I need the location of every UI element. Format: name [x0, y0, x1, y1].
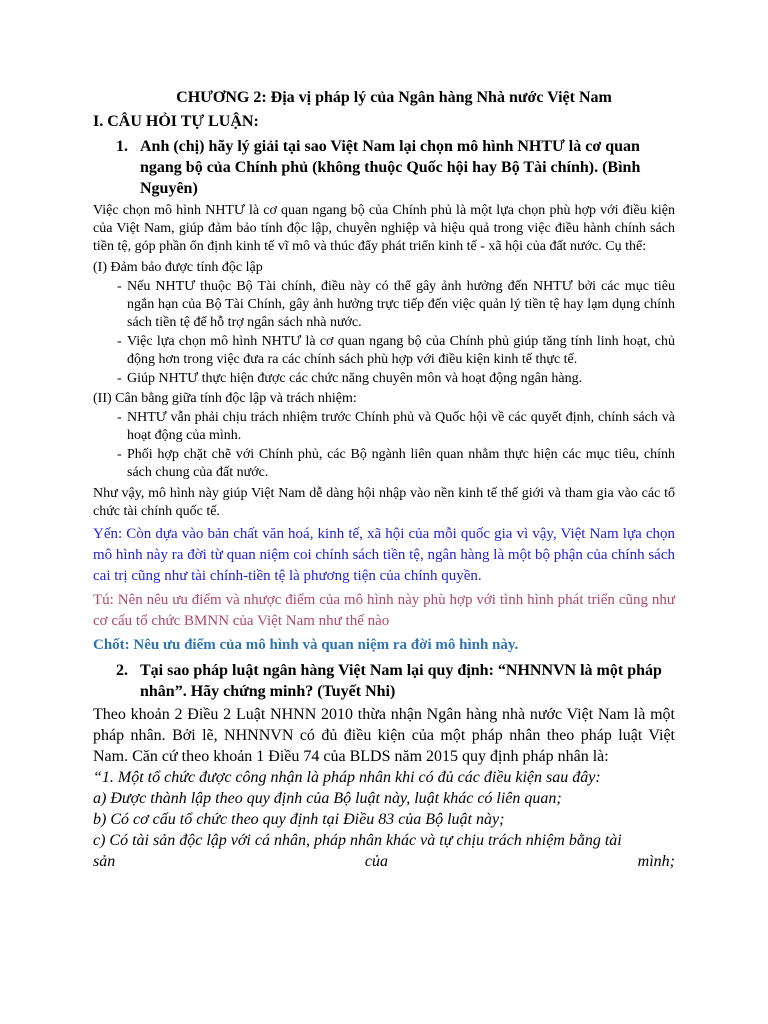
list-item: - NHTƯ vẫn phải chịu trách nhiệm trước Chính phủ và Quốc hội về các quyết định, chính sách và hoạt động của mình.	[117, 410, 675, 443]
quote-word: của	[364, 853, 388, 870]
quote-line: a) Được thành lập theo quy định của Bộ luật này, luật khác có liên quan;	[93, 790, 562, 807]
list-item: - Phối hợp chặt chẽ với Chính phủ, các Bộ ngành liên quan nhằm thực hiện các mục tiêu, chính sách chung của đất nước.	[117, 447, 675, 480]
bullet-text: Phối hợp chặt chẽ với Chính phủ, các Bộ ngành liên quan nhằm thực hiện các mục tiêu, chính sách chung của đất nước.	[127, 447, 675, 480]
quote-line: b) Có cơ cấu tổ chức theo quy định tại Điều 83 của Bộ luật này;	[93, 811, 505, 828]
bullet-text: Giúp NHTƯ thực hiện được các chức năng chuyên môn và hoạt động ngân hàng.	[127, 371, 583, 386]
quote-word: sản	[93, 853, 116, 870]
question-2	[93, 660, 675, 702]
question-2-number: 2.	[116, 662, 128, 679]
list-item: - Giúp NHTƯ thực hiện được các chức năng chuyên môn và hoạt động ngân hàng.	[93, 370, 675, 388]
question-2-text: Tại sao pháp luật ngân hàng Việt Nam lại quy định: “NHNNVN là một pháp nhân”. Hãy chứng minh? (Tuyết Nhi)	[140, 662, 662, 700]
list-item: - Việc lựa chọn mô hình NHTƯ là cơ quan ngang bộ của Chính phủ giúp tăng tính linh hoạt, chủ động hơn trong việc đưa ra các chính sách phù hợp với điều kiện kinh tế thực tế.	[117, 334, 675, 367]
bullet-text: Việc lựa chọn mô hình NHTƯ là cơ quan ngang bộ của Chính phủ giúp tăng tính linh hoạt, chủ động hơn trong việc đưa ra các chính sách phù hợp với điều kiện kinh tế thực tế.	[127, 334, 675, 367]
comment-yen: Yến: Còn dựa vào bản chất văn hoá, kinh tế, xã hội của mỗi quốc gia vì vậy, Việt Nam lựa chọn mô hình này ra đời từ quan niệm coi chính sách tiền tệ, ngân hàng là một bộ phận của chính sách cai trị cũng như tài chính-tiền tệ là phương tiện của chính quyền.	[93, 526, 675, 584]
section-heading: I. CÂU HỎI TỰ LUẬN:	[93, 113, 259, 130]
bullet-text: Nếu NHTƯ thuộc Bộ Tài chính, điều này có thể gây ảnh hưởng đến NHTƯ bởi các mục tiêu ngắn hạn của Bộ Tài Chính, gây ảnh hưởng trực tiếp đến việc quản lý tiền tệ hay lạm dụng chính sách tiền tệ để hỗ trợ ngân sách nhà nước.	[127, 279, 675, 330]
question-1-number: 1.	[116, 138, 128, 155]
quote-word: mình;	[637, 853, 675, 870]
chapter-title: CHƯƠNG 2: Địa vị pháp lý của Ngân hàng Nhà nước Việt Nam	[176, 89, 612, 106]
answer-1-intro: Việc chọn mô hình NHTƯ là cơ quan ngang bộ của Chính phủ là một lựa chọn phù hợp với điều kiện của Việt Nam, giúp đảm bảo tính độc lập, chuyên nghiệp và hiệu quả trong việc điều hành chính sách tiền tệ, góp phần ổn định kinh tế vĩ mô và thúc đẩy phát triển kinh tế - xã hội của đất nước. Cụ thể:	[93, 203, 675, 254]
answer-2-text: Theo khoản 2 Điều 2 Luật NHNN 2010 thừa nhận Ngân hàng nhà nước Việt Nam là một pháp nhân. Bởi lẽ, NHNNVN có đủ điều kiện của một pháp nhân theo pháp luật Việt Nam. Căn cứ theo khoản 1 Điều 74 của BLDS năm 2015 quy định pháp nhân là:	[93, 706, 675, 765]
quote-last-line	[93, 851, 675, 872]
question-1	[93, 136, 675, 199]
list-item: - Nếu NHTƯ thuộc Bộ Tài chính, điều này có thể gây ảnh hưởng đến NHTƯ bởi các mục tiêu ngắn hạn của Bộ Tài Chính, gây ảnh hưởng trực tiếp đến việc quản lý tiền tệ hay lạm dụng chính sách tiền tệ để hỗ trợ ngân sách nhà nước.	[117, 279, 675, 330]
comment-chot: Chốt: Nêu ưu điểm của mô hình và quan niệm ra đời mô hình này.	[93, 637, 519, 653]
point-1-title: (I) Đảm bảo được tính độc lập	[93, 260, 263, 275]
answer-1-conclusion: Như vậy, mô hình này giúp Việt Nam dễ dàng hội nhập vào nền kinh tế thế giới và tham gia vào các tổ chức tài chính quốc tế.	[93, 486, 675, 519]
document-body	[93, 88, 675, 872]
quote-line: “1. Một tổ chức được công nhận là pháp nhân khi có đủ các điều kiện sau đây:	[93, 769, 601, 786]
comment-tu: Tú: Nên nêu ưu điểm và nhược điểm của mô hình này phù hợp với tình hình phát triển cũng như cơ cấu tổ chức BMNN của Việt Nam như thế nào	[93, 592, 675, 629]
bullet-text: NHTƯ vẫn phải chịu trách nhiệm trước Chính phủ và Quốc hội về các quyết định, chính sách và hoạt động của mình.	[127, 410, 675, 443]
point-2-title: (II) Cân bằng giữa tính độc lập và trách nhiệm:	[93, 391, 357, 406]
question-1-text: Anh (chị) hãy lý giải tại sao Việt Nam lại chọn mô hình NHTƯ là cơ quan ngang bộ của Chính phủ (không thuộc Quốc hội hay Bộ Tài chính). (Bình Nguyên)	[140, 138, 641, 197]
quote-line: c) Có tài sản độc lập với cá nhân, pháp nhân khác và tự chịu trách nhiệm bằng tài	[93, 832, 622, 849]
